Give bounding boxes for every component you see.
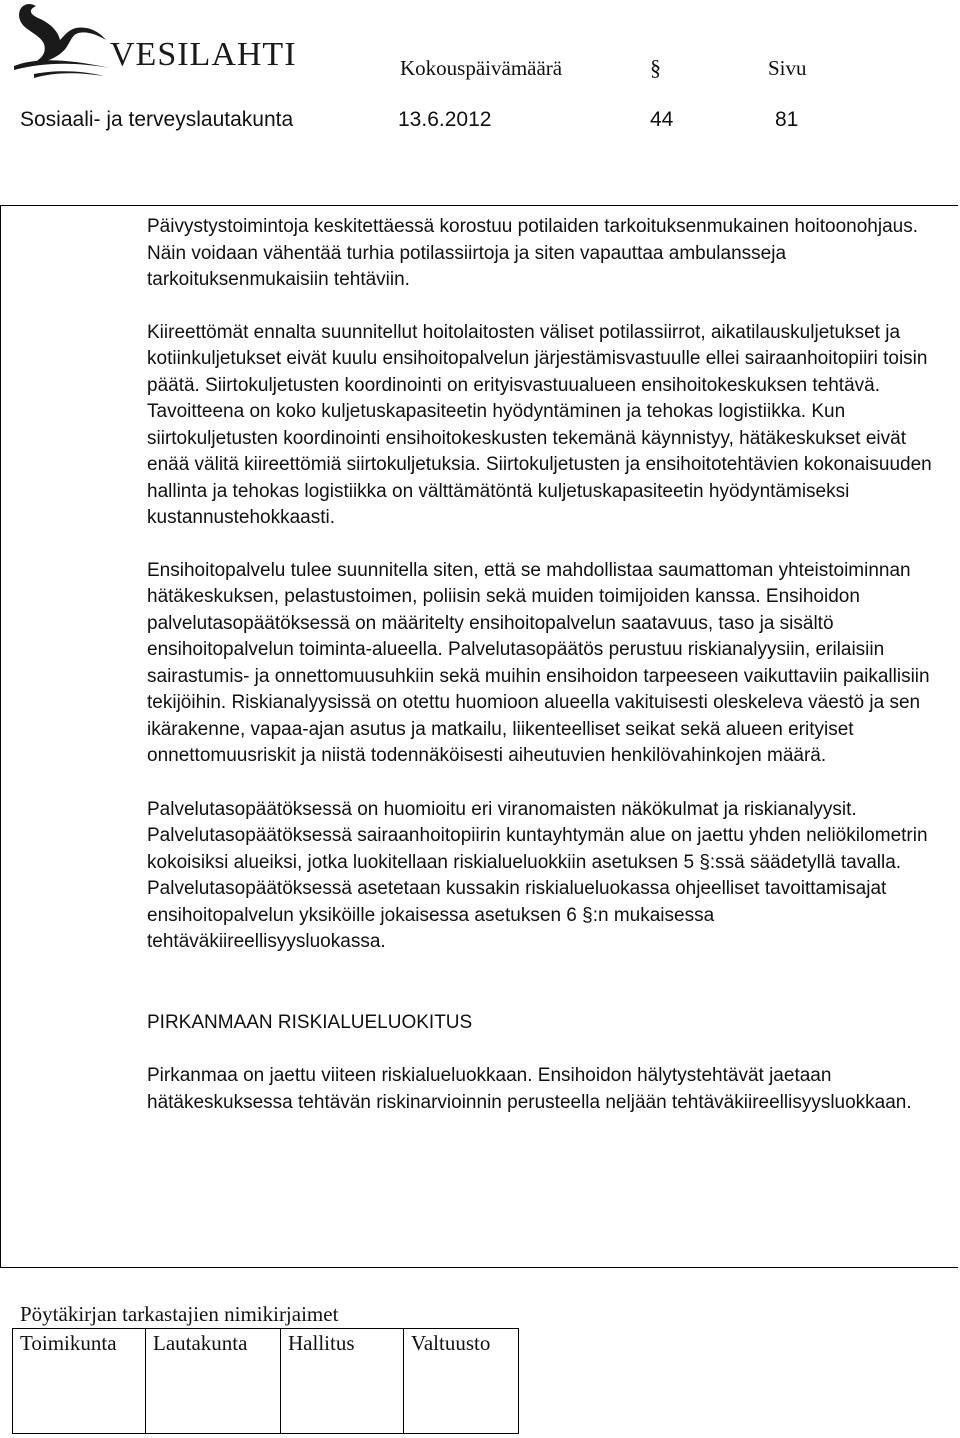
swan-icon bbox=[14, 0, 114, 80]
signature-table bbox=[12, 1328, 519, 1434]
signature-cell-lautakunta: Lautakunta bbox=[146, 1329, 281, 1434]
document-body bbox=[147, 214, 953, 1116]
page-label: Sivu bbox=[768, 56, 807, 80]
paragraph: Palvelutasopäätöksessä on huomioitu eri viranomaisten näkökulmat ja riskianalyysit. Palvelutasopäätöksessä sairaanhoitopiirin kuntayhtymän alue on jaettu yhden neliökilometrin kokoisiksi alueiksi, jotka luokitellaan riskialueluokkiin asetuksen 5 §:ssä säädetyllä tavalla. Palvelutasopäätöksessä asetetaan kussakin riskialueluokassa ohjeelliset tavoittamisajat ensihoitopalvelun yksiköille jokaisessa asetuksen 6 §:n mukaisessa tehtäväkiireellisyysluokassa. bbox=[147, 798, 928, 952]
paragraph: Pirkanmaa on jaettu viiteen riskialueluokkaan. Ensihoidon hälytystehtävät jaetaan hätäkeskuksessa tehtävän riskinarvioinnin perusteella neljään tehtäväkiireellisyysluokkaan. bbox=[147, 1065, 912, 1113]
section-symbol: § bbox=[650, 55, 661, 80]
page-number: 81 bbox=[775, 108, 799, 131]
paragraph: Kiireettömät ennalta suunnitellut hoitolaitosten väliset potilassiirrot, aikatilauskuljetukset ja kotiinkuljetukset eivät kuulu ensihoitopalvelun järjestämisvastuulle ellei sairaanhoitopiiri toisin päätä. Siirtokuljetusten koordinointi on erityisvastuualueen ensihoitokeskuksen tehtävä. Tavoitteena on koko kuljetuskapasiteetin hyödyntäminen ja tehokas logistiikka. Kun siirtokuljetusten koordinointi ensihoitokeskusten tekemänä käynnistyy, hätäkeskukset eivät enää välitä kiireettömiä siirtokuljetuksia. Siirtokuljetusten ja ensihoitotehtävien kokonaisuuden hallinta ja tehokas logistiikka on välttämätöntä kuljetuskapasiteetin hyödyntämiseksi kustannustehokkaasti. bbox=[147, 321, 932, 528]
signature-cell-hallitus: Hallitus bbox=[281, 1329, 404, 1434]
signature-cell-valtuusto: Valtuusto bbox=[404, 1329, 519, 1434]
section-heading: PIRKANMAAN RISKIALUELUOKITUS bbox=[147, 1011, 473, 1033]
signature-cell-toimikunta: Toimikunta bbox=[13, 1329, 146, 1434]
meeting-date: 13.6.2012 bbox=[398, 108, 492, 131]
inspectors-initials-label: Pöytäkirjan tarkastajien nimikirjaimet bbox=[20, 1302, 339, 1326]
committee-name: Sosiaali- ja terveyslautakunta bbox=[20, 108, 294, 131]
logo-wordmark: VESILAHTI bbox=[110, 36, 297, 73]
meeting-date-label: Kokouspäivämäärä bbox=[400, 56, 563, 80]
section-number: 44 bbox=[650, 108, 674, 131]
paragraph: Ensihoitopalvelu tulee suunnitella siten, että se mahdollistaa saumattoman yhteistoiminnan hätäkeskuksen, pelastustoimen, poliisin sekä muiden toimijoiden kanssa. Ensihoidon palvelutasopäätöksessä on määritelty ensihoitopalvelun saatavuus, taso ja sisältö ensihoitopalvelun toiminta-alueella. Palvelutasopäätös perustuu riskianalyysiin, erilaisiin sairastumis- ja onnettomuusuhkiin sekä muihin ensihoidon tarpeeseen vaikuttaviin paikallisiin tekijöihin. Riskianalyysissä on otettu huomioon alueella vakituisesti oleskeleva väestö ja sen ikärakenne, vapaa-ajan asutus ja matkailu, liikenteelliset seikat sekä alueen erityiset onnettomuusriskit ja niistä todennäköisesti aiheutuvien henkilövahinkojen määrä. bbox=[147, 559, 930, 766]
vesilahti-logo bbox=[14, 0, 297, 80]
paragraph: Päivystystoimintoja keskitettäessä korostuu potilaiden tarkoituksenmukainen hoitoonohjaus. Näin voidaan vähentää turhia potilassiirtoja ja siten vapauttaa ambulansseja tarkoituksenmukaisiin tehtäviin. bbox=[147, 216, 918, 290]
